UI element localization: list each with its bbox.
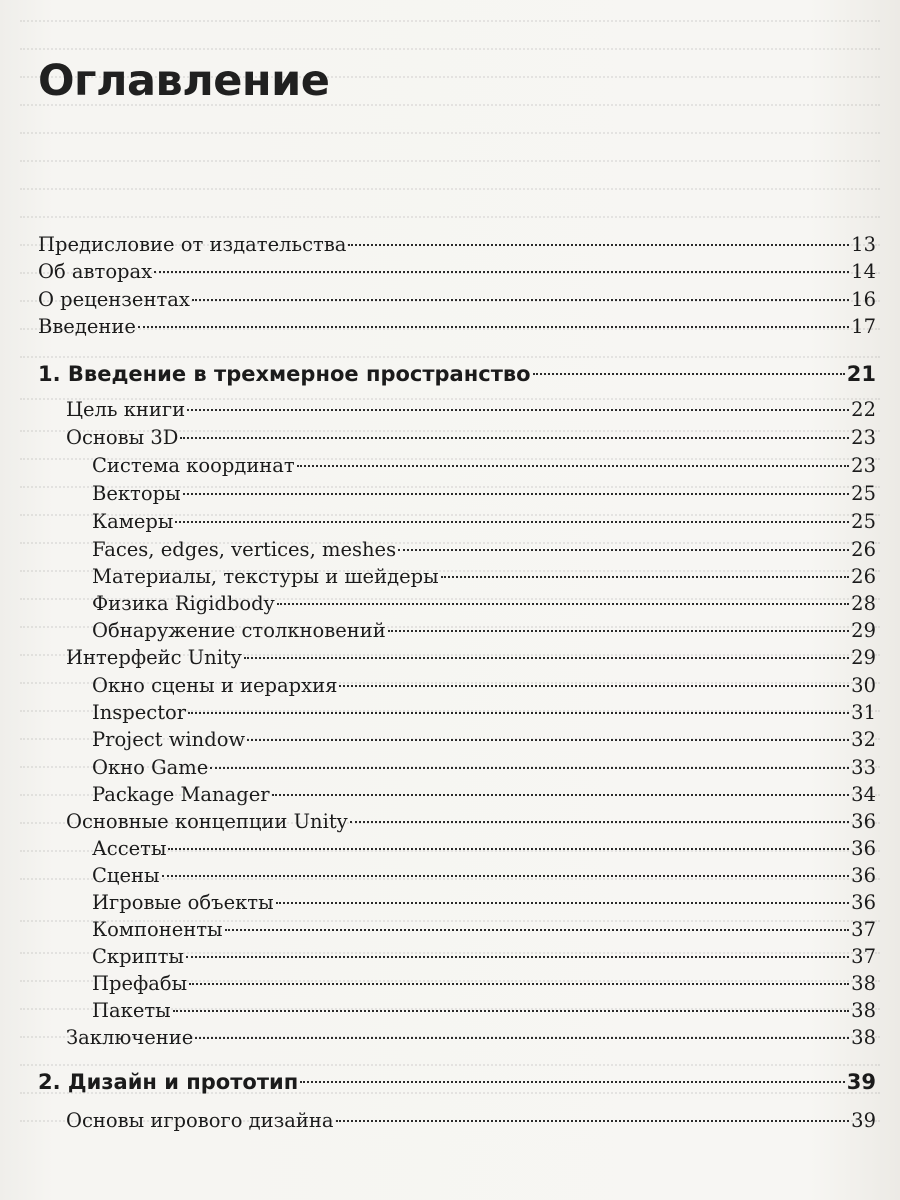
toc-entry-title: Inspector — [92, 701, 187, 724]
toc-page-number: 39 — [851, 1109, 876, 1132]
toc-page-number: 36 — [851, 891, 876, 914]
toc-entry-title: Цель книги — [66, 398, 186, 421]
dot-leader — [441, 576, 850, 578]
toc-entry-authors — [38, 258, 876, 285]
dot-leader — [348, 244, 849, 246]
dot-leader — [533, 373, 845, 375]
toc-entry-title: Package Manager — [92, 783, 270, 806]
dot-leader — [188, 712, 849, 714]
toc-entry-title: Обнаружение столкновений — [92, 619, 386, 642]
chapter-page-number: 21 — [846, 362, 876, 386]
toc-entry — [92, 563, 876, 590]
toc-page-number: 25 — [851, 482, 876, 505]
dot-leader — [210, 767, 849, 769]
toc-entry-title: О рецензентах — [38, 288, 190, 311]
dot-leader — [225, 929, 850, 931]
toc-page-number: 16 — [851, 288, 876, 311]
toc-page-number: 37 — [851, 945, 876, 968]
toc-entry-title: Faces, edges, vertices, meshes — [92, 538, 397, 561]
toc-page-number: 25 — [851, 510, 876, 533]
dot-leader — [244, 657, 849, 659]
toc-entry-title: Об авторах — [38, 260, 153, 283]
dot-leader — [189, 983, 849, 985]
toc-entry — [66, 808, 876, 835]
toc-entry — [66, 1024, 876, 1051]
toc-entry-title: Основы 3D — [66, 426, 179, 449]
toc-page-number: 38 — [851, 999, 876, 1022]
toc-entry-title: Игровые объекты — [92, 891, 274, 914]
toc-chapter-2 — [38, 1066, 876, 1098]
toc-entry-preface — [38, 231, 876, 258]
toc-entry — [92, 754, 876, 781]
toc-page-number: 23 — [851, 426, 876, 449]
toc-page-number: 13 — [851, 233, 876, 256]
toc-entry-title: Основы игрового дизайна — [66, 1109, 334, 1132]
dot-leader — [162, 875, 850, 877]
toc-entry — [66, 396, 876, 423]
toc-page-number: 22 — [851, 398, 876, 421]
toc-entry — [66, 644, 876, 671]
toc-entry-title: Префабы — [92, 972, 188, 995]
toc-page-number: 37 — [851, 918, 876, 941]
toc-entry-title: Предисловие от издательства — [38, 233, 347, 256]
toc-page-number: 29 — [851, 619, 876, 642]
dot-leader — [187, 409, 849, 411]
dot-leader — [297, 465, 849, 467]
toc-entry — [92, 480, 876, 507]
chapter-page-number: 39 — [846, 1070, 876, 1094]
toc-entry-title: Скрипты — [92, 945, 184, 968]
toc-entry — [92, 889, 876, 916]
toc-page-number: 23 — [851, 454, 876, 477]
dot-leader — [336, 1120, 850, 1122]
toc-entry — [92, 916, 876, 943]
toc-entry — [92, 590, 876, 617]
toc-page-number: 28 — [851, 592, 876, 615]
toc-entry-title: Физика Rigidbody — [92, 592, 275, 615]
toc-page-number: 36 — [851, 837, 876, 860]
toc-entry — [66, 1107, 876, 1134]
toc-page-number: 26 — [851, 565, 876, 588]
toc-page-number: 33 — [851, 756, 876, 779]
toc-entry-title: Заключение — [66, 1026, 194, 1049]
toc-entry-title: Основные концепции Unity — [66, 810, 348, 833]
toc-page-number: 36 — [851, 810, 876, 833]
dot-leader — [272, 794, 850, 796]
toc-entry — [92, 862, 876, 889]
toc-entry — [66, 424, 876, 451]
toc-page-number: 31 — [851, 701, 876, 724]
dot-leader — [339, 685, 849, 687]
toc-entry-title: Ассеты — [92, 837, 167, 860]
toc-entry-title: Система координат — [92, 454, 295, 477]
dot-leader — [180, 437, 849, 439]
toc-entry-title: Окно Game — [92, 756, 209, 779]
toc-entry-title: Компоненты — [92, 918, 223, 941]
toc-entry — [92, 672, 876, 699]
toc-page-number: 17 — [851, 315, 876, 338]
dot-leader — [350, 821, 849, 823]
dot-leader — [168, 848, 849, 850]
toc-entry-title: Project window — [92, 728, 246, 751]
dot-leader — [154, 271, 849, 273]
chapter-title: 2. Дизайн и прототип — [38, 1070, 299, 1094]
dot-leader — [186, 956, 849, 958]
toc-entry-title: Введение — [38, 315, 136, 338]
toc-entry — [92, 508, 876, 535]
toc-page-number: 26 — [851, 538, 876, 561]
toc-page-number: 14 — [851, 260, 876, 283]
dot-leader — [247, 739, 849, 741]
toc-page-number: 36 — [851, 864, 876, 887]
toc-entry-title: Сцены — [92, 864, 160, 887]
toc-entry-title: Пакеты — [92, 999, 171, 1022]
toc-page-number: 34 — [851, 783, 876, 806]
toc-entry-title: Материалы, текстуры и шейдеры — [92, 565, 439, 588]
dot-leader — [138, 326, 849, 328]
toc-entry — [92, 726, 876, 753]
toc-entry-title: Интерфейс Unity — [66, 646, 242, 669]
dot-leader — [276, 902, 850, 904]
toc-entry — [92, 943, 876, 970]
page-title: Оглавление — [38, 56, 330, 106]
toc-entry — [92, 452, 876, 479]
toc-page-number: 38 — [851, 972, 876, 995]
toc-entry — [92, 835, 876, 862]
dot-leader — [183, 493, 850, 495]
dot-leader — [277, 603, 850, 605]
dot-leader — [195, 1037, 849, 1039]
toc-entry-title: Окно сцены и иерархия — [92, 674, 338, 697]
dot-leader — [173, 1010, 850, 1012]
chapter-title: 1. Введение в трехмерное пространство — [38, 362, 531, 386]
dot-leader — [388, 630, 849, 632]
toc-entry-introduction — [38, 313, 876, 340]
toc-page-number: 38 — [851, 1026, 876, 1049]
toc-page-number: 29 — [851, 646, 876, 669]
toc-entry — [92, 617, 876, 644]
toc-page-number: 32 — [851, 728, 876, 751]
toc-entry — [92, 997, 876, 1024]
toc-entry — [92, 699, 876, 726]
dot-leader — [192, 299, 849, 301]
toc-entry-title: Векторы — [92, 482, 181, 505]
toc-entry — [92, 781, 876, 808]
dot-leader — [398, 549, 849, 551]
toc-entry — [92, 536, 876, 563]
toc-entry-title: Камеры — [92, 510, 174, 533]
toc-chapter-1 — [38, 358, 876, 390]
toc-page-number: 30 — [851, 674, 876, 697]
dot-leader — [300, 1081, 845, 1083]
dot-leader — [175, 521, 849, 523]
toc-entry-reviewers — [38, 286, 876, 313]
toc-entry — [92, 970, 876, 997]
